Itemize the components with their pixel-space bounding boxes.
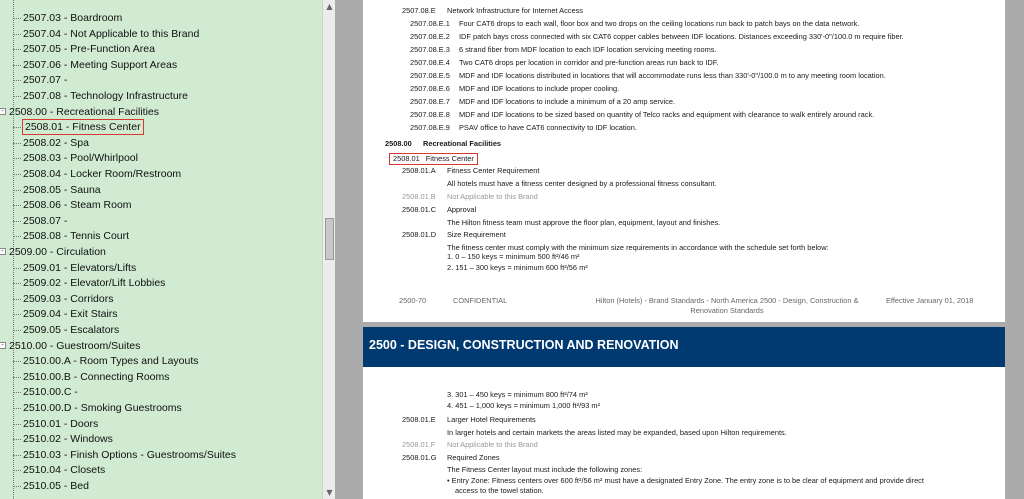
tree-item-label: 2509.04 - Exit Stairs bbox=[23, 308, 118, 320]
footer-effective-date: Effective January 01, 2018 bbox=[886, 296, 974, 305]
tree-item-label: 2508.07 - bbox=[23, 215, 68, 227]
tree-item[interactable] bbox=[0, 463, 322, 478]
clause-code: 2507.08.E.9 bbox=[410, 123, 450, 132]
tree-connector bbox=[13, 486, 21, 487]
tree-item-label: 2510.00.D - Smoking Guestrooms bbox=[23, 402, 182, 414]
tree-connector bbox=[13, 377, 21, 378]
tree-item-label: 2507.03 - Boardroom bbox=[23, 12, 123, 24]
tree-connector bbox=[13, 34, 21, 35]
clause-body: The Hilton fitness team must approve the floor plan, equipment, layout and finishes. bbox=[447, 218, 721, 227]
tree-item[interactable] bbox=[0, 27, 322, 42]
footer-source-line1: Hilton (Hotels) - Brand Standards - North America 2500 - Design, Construction & bbox=[595, 296, 859, 305]
tree-item-label: 2510.00 - Guestroom/Suites bbox=[9, 340, 141, 352]
tree-connector bbox=[13, 408, 21, 409]
tree-item[interactable] bbox=[0, 385, 322, 400]
tree-item-label: 2508.04 - Locker Room/Restroom bbox=[23, 168, 182, 180]
tree-item[interactable] bbox=[0, 120, 322, 135]
tree-item[interactable] bbox=[0, 292, 322, 307]
tree-connector bbox=[13, 205, 21, 206]
document-page bbox=[363, 327, 1005, 499]
collapse-toggle-icon[interactable]: - bbox=[0, 108, 6, 115]
footer-source-line2: Renovation Standards bbox=[690, 306, 764, 315]
clause-text: 6 strand fiber from MDF location to each IDF location servicing meeting rooms. bbox=[459, 45, 717, 54]
footer-page-number: 2500-70 bbox=[399, 296, 427, 305]
tree-connector bbox=[13, 392, 21, 393]
tree-item-label: 2509.01 - Elevators/Lifts bbox=[23, 262, 137, 274]
tree-item[interactable] bbox=[0, 370, 322, 385]
tree-connector bbox=[13, 127, 21, 128]
clause-code: 2508.01.F bbox=[402, 440, 436, 449]
tree-item[interactable] bbox=[0, 354, 322, 369]
tree-item-label: 2507.08 - Technology Infrastructure bbox=[23, 90, 188, 102]
chapter-banner bbox=[363, 327, 1005, 367]
clause-text: MDF and IDF locations to include a minimum of a 20 amp service. bbox=[459, 97, 676, 106]
clause-code: 2507.08.E.5 bbox=[410, 71, 450, 80]
tree-connector bbox=[13, 361, 21, 362]
clause-text: Two CAT6 drops per location in corridor and pre-function areas run back to IDF. bbox=[459, 58, 719, 67]
bullet-entry-zone-continued: access to the towel station. bbox=[455, 486, 544, 495]
tree-item-label: 2508.02 - Spa bbox=[23, 137, 89, 149]
tree-connector bbox=[13, 439, 21, 440]
clause-title: Not Applicable to this Brand bbox=[447, 192, 538, 201]
tree-scrollbar[interactable] bbox=[322, 0, 335, 499]
tree-item[interactable] bbox=[0, 89, 322, 104]
tree-item[interactable] bbox=[0, 136, 322, 151]
section-title: Recreational Facilities bbox=[423, 139, 502, 148]
tree-connector bbox=[13, 158, 21, 159]
tree-item[interactable] bbox=[0, 276, 322, 291]
tree-item[interactable] bbox=[0, 183, 322, 198]
clause-title: Required Zones bbox=[447, 453, 500, 462]
bullet-entry-zone: • Entry Zone: Fitness centers over 600 ft²/56 m² must have a designated Entry Zone. The entry zone is to be clear of equipment and provide direct bbox=[447, 476, 924, 485]
footer-confidential: CONFIDENTIAL bbox=[453, 296, 508, 305]
tree-connector bbox=[13, 470, 21, 471]
tree-connector bbox=[13, 18, 21, 19]
document-page bbox=[363, 0, 1005, 322]
clause-code: 2508.01.A bbox=[402, 166, 436, 175]
tree-item-label: 2510.00.B - Connecting Rooms bbox=[23, 371, 170, 383]
tree-item-label: 2508.03 - Pool/Whirlpool bbox=[23, 152, 138, 164]
tree-item[interactable] bbox=[0, 448, 322, 463]
tree-item-label: 2508.06 - Steam Room bbox=[23, 199, 132, 211]
tree-item-label: 2510.05 - Bed bbox=[23, 480, 89, 492]
tree-item[interactable] bbox=[0, 417, 322, 432]
tree-item-label: 2507.07 - bbox=[23, 74, 68, 86]
tree-item[interactable] bbox=[0, 229, 322, 244]
scroll-down-arrow-icon[interactable]: ▼ bbox=[326, 488, 333, 497]
tree-connector bbox=[13, 455, 21, 456]
tree-item-label: 2508.00 - Recreational Facilities bbox=[9, 106, 159, 118]
tree-connector bbox=[13, 80, 21, 81]
section-code: 2508.00 bbox=[385, 139, 412, 148]
subsection-heading[interactable] bbox=[389, 153, 478, 165]
tree-connector bbox=[13, 299, 21, 300]
tree-item[interactable] bbox=[0, 479, 322, 494]
tree-item[interactable] bbox=[0, 11, 322, 26]
clause-title: Approval bbox=[447, 205, 477, 214]
size-schedule-item: 1. 0 – 150 keys = minimum 500 ft²/46 m² bbox=[447, 252, 580, 261]
clause-code: 2507.08.E.8 bbox=[410, 110, 450, 119]
tree-item-label: 2510.00.A - Room Types and Layouts bbox=[23, 355, 199, 367]
clause-title: Size Requirement bbox=[447, 230, 506, 239]
scroll-up-arrow-icon[interactable]: ▲ bbox=[326, 2, 333, 11]
tree-item[interactable] bbox=[0, 261, 322, 276]
tree-connector bbox=[13, 330, 21, 331]
tree-connector bbox=[13, 143, 21, 144]
clause-code: 2507.08.E.6 bbox=[410, 84, 450, 93]
tree-connector bbox=[13, 268, 21, 269]
tree-item-label: 2509.02 - Elevator/Lift Lobbies bbox=[23, 277, 166, 289]
tree-connector bbox=[13, 49, 21, 50]
clause-code: 2508.01.D bbox=[402, 230, 437, 239]
tree-item-label: 2507.05 - Pre-Function Area bbox=[23, 43, 155, 55]
clause-code: 2507.08.E.3 bbox=[410, 45, 450, 54]
tree-item[interactable] bbox=[0, 58, 322, 73]
clause-code: 2508.01.C bbox=[402, 205, 437, 214]
tree-item[interactable] bbox=[0, 323, 322, 338]
tree-connector bbox=[13, 96, 21, 97]
tree-connector bbox=[13, 314, 21, 315]
collapse-toggle-icon[interactable]: - bbox=[0, 248, 6, 255]
clause-code: 2507.08.E bbox=[402, 6, 436, 15]
tree-item[interactable] bbox=[0, 432, 322, 447]
clause-code: 2508.01.G bbox=[402, 453, 437, 462]
tree-connector bbox=[13, 65, 21, 66]
clause-text: MDF and IDF locations to include proper cooling. bbox=[459, 84, 620, 93]
clause-text: MDF and IDF locations to be sized based on quantity of Telco racks and equipment with clearance to walk entirely around rack. bbox=[459, 110, 875, 119]
tree-connector bbox=[13, 174, 21, 175]
clause-text: Network Infrastructure for Internet Access bbox=[447, 6, 583, 15]
tree-connector bbox=[13, 283, 21, 284]
clause-code: 2507.08.E.4 bbox=[410, 58, 450, 67]
tree-item-label: 2510.02 - Windows bbox=[23, 433, 113, 445]
clause-text: PSAV office to have CAT6 connectivity to IDF location. bbox=[459, 123, 637, 132]
clause-code: 2507.08.E.2 bbox=[410, 32, 450, 41]
collapse-toggle-icon[interactable]: - bbox=[0, 342, 6, 349]
tree-item-label: 2507.04 - Not Applicable to this Brand bbox=[23, 28, 200, 40]
clause-body: The fitness center must comply with the minimum size requirements in accordance with the schedule set forth below: bbox=[447, 243, 829, 252]
tree-item-label: 2508.05 - Sauna bbox=[23, 184, 101, 196]
chapter-banner-title: 2500 - DESIGN, CONSTRUCTION AND RENOVATION bbox=[369, 338, 679, 352]
clause-code: 2507.08.E.7 bbox=[410, 97, 450, 106]
clause-text: Four CAT6 drops to each wall, floor box and two drops on the ceiling locations run back to patch bays on the data network. bbox=[459, 19, 860, 28]
tree-connector bbox=[13, 424, 21, 425]
clause-code: 2508.01.E bbox=[402, 415, 436, 424]
tree-item[interactable] bbox=[0, 245, 322, 260]
clause-code: 2508.01.B bbox=[402, 192, 436, 201]
size-schedule-item: 3. 301 – 450 keys = minimum 800 ft²/74 m² bbox=[447, 390, 588, 399]
clause-body: In larger hotels and certain markets the areas listed may be expanded, based upon Hilton requirements. bbox=[447, 428, 787, 437]
tree-item[interactable] bbox=[0, 167, 322, 182]
clause-title: Not Applicable to this Brand bbox=[447, 440, 538, 449]
tree-item[interactable] bbox=[0, 42, 322, 57]
tree-item[interactable] bbox=[0, 73, 322, 88]
clause-text: MDF and IDF locations distributed in locations that will accommodate runs less than 330'-0"/100.0 m to any meeting room location. bbox=[459, 71, 886, 80]
clause-body: The Fitness Center layout must include the following zones: bbox=[447, 465, 643, 474]
scrollbar-thumb[interactable] bbox=[325, 218, 334, 260]
navigation-tree bbox=[0, 0, 322, 499]
tree-item[interactable] bbox=[0, 151, 322, 166]
tree-item-label: 2508.01 - Fitness Center bbox=[22, 119, 144, 135]
tree-connector bbox=[13, 190, 21, 191]
tree-connector bbox=[13, 236, 21, 237]
tree-item-label: 2508.08 - Tennis Court bbox=[23, 230, 130, 242]
tree-item[interactable] bbox=[0, 198, 322, 213]
clause-body: All hotels must have a fitness center designed by a professional fitness consultant. bbox=[447, 179, 717, 188]
clause-title: Fitness Center Requirement bbox=[447, 166, 540, 175]
clause-text: IDF patch bays cross connected with six CAT6 copper cables between IDF locations. Distances exceeding 330'-0"/100.0 m require fiber. bbox=[459, 32, 904, 41]
size-schedule-item: 4. 451 – 1,000 keys = minimum 1,000 ft²/93 m² bbox=[447, 401, 601, 410]
tree-item-label: 2510.03 - Finish Options - Guestrooms/Suites bbox=[23, 449, 237, 461]
tree-item[interactable] bbox=[0, 307, 322, 322]
document-viewer bbox=[335, 0, 1024, 499]
clause-code: 2507.08.E.1 bbox=[410, 19, 450, 28]
subsection-title: Fitness Center bbox=[425, 154, 474, 163]
tree-item-label: 2509.05 - Escalators bbox=[23, 324, 120, 336]
tree-connector bbox=[13, 221, 21, 222]
tree-item-label: 2509.03 - Corridors bbox=[23, 293, 114, 305]
tree-item-label: 2509.00 - Circulation bbox=[9, 246, 106, 258]
tree-item-label: 2510.00.C - bbox=[23, 386, 78, 398]
tree-item[interactable] bbox=[0, 105, 322, 120]
tree-item-label: 2510.04 - Closets bbox=[23, 464, 106, 476]
subsection-code: 2508.01 bbox=[393, 154, 420, 163]
clause-title: Larger Hotel Requirements bbox=[447, 415, 536, 424]
tree-item[interactable] bbox=[0, 401, 322, 416]
tree-item-label: 2507.06 - Meeting Support Areas bbox=[23, 59, 178, 71]
tree-item-label: 2510.01 - Doors bbox=[23, 418, 99, 430]
tree-item[interactable] bbox=[0, 339, 322, 354]
tree-item[interactable] bbox=[0, 214, 322, 229]
size-schedule-item: 2. 151 – 300 keys = minimum 600 ft²/56 m² bbox=[447, 263, 588, 272]
